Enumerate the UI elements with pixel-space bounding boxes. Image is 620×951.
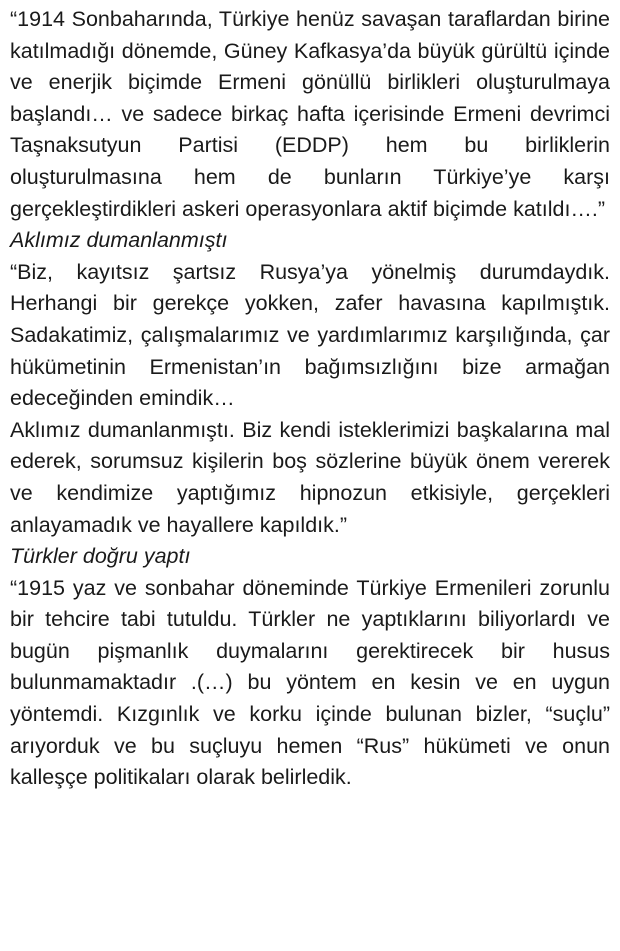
- paragraph-russia-orientation: “Biz, kayıtsız şartsız Rusya’ya yönelmiş durumdaydık. Herhangi bir gerekçe yokken, zafer havasına kapılmıştık. Sadakatimiz, çalışmalarımız ve yardımlarımız karşılığında, çar hükümetinin Ermenistan’ın bağımsızlığını bize armağan edeceğinden emindik…: [10, 259, 610, 411]
- heading-aklimiz-dumanlanmisti: Aklımız dumanlanmıştı: [10, 228, 228, 253]
- paragraph-1915-relocation: “1915 yaz ve sonbahar döneminde Türkiye Ermenileri zorunlu bir tehcire tabi tutuldu. Türkler ne yaptıklarını biliyorlardı ve bugün pişmanlık duymalarını gerektirecek bir husus bulunmamaktadır .(…) bu yöntem en kesin ve en uygun yöntemdi. Kızgınlık ve korku içinde bulunan bizler, “suçlu” arıyorduk ve bu suçluyu hemen “Rus” hükümeti ve onun kalleşçe politikaları olarak belirledik.: [10, 575, 610, 790]
- paragraph-clouded-minds: Aklımız dumanlanmıştı. Biz kendi isteklerimizi başkalarına mal ederek, sorumsuz kişilerin boş sözlerine büyük önem vererek ve kendimize yaptığımız hipnozun etkisiyle, gerçekleri anlayamadık ve hayallere kapıldık.”: [10, 417, 610, 537]
- heading-turkler-dogru-yapti: Türkler doğru yaptı: [10, 544, 191, 569]
- paragraph-1914-autumn: “1914 Sonbaharında, Türkiye henüz savaşan taraflardan birine katılmadığı dönemde, Güney Kafkasya’da büyük gürültü içinde ve enerjik biçimde Ermeni gönüllü birlikleri oluşturulmaya başlandı… ve sadece birkaç hafta içerisinde Ermeni devrimci Taşnaksutyun Partisi (EDDP) hem bu birliklerin oluşturulmasına hem de bunların Türkiye’ye karşı gerçekleştirdikleri askeri operasyonlara aktif biçimde katıldı….”: [10, 7, 610, 221]
